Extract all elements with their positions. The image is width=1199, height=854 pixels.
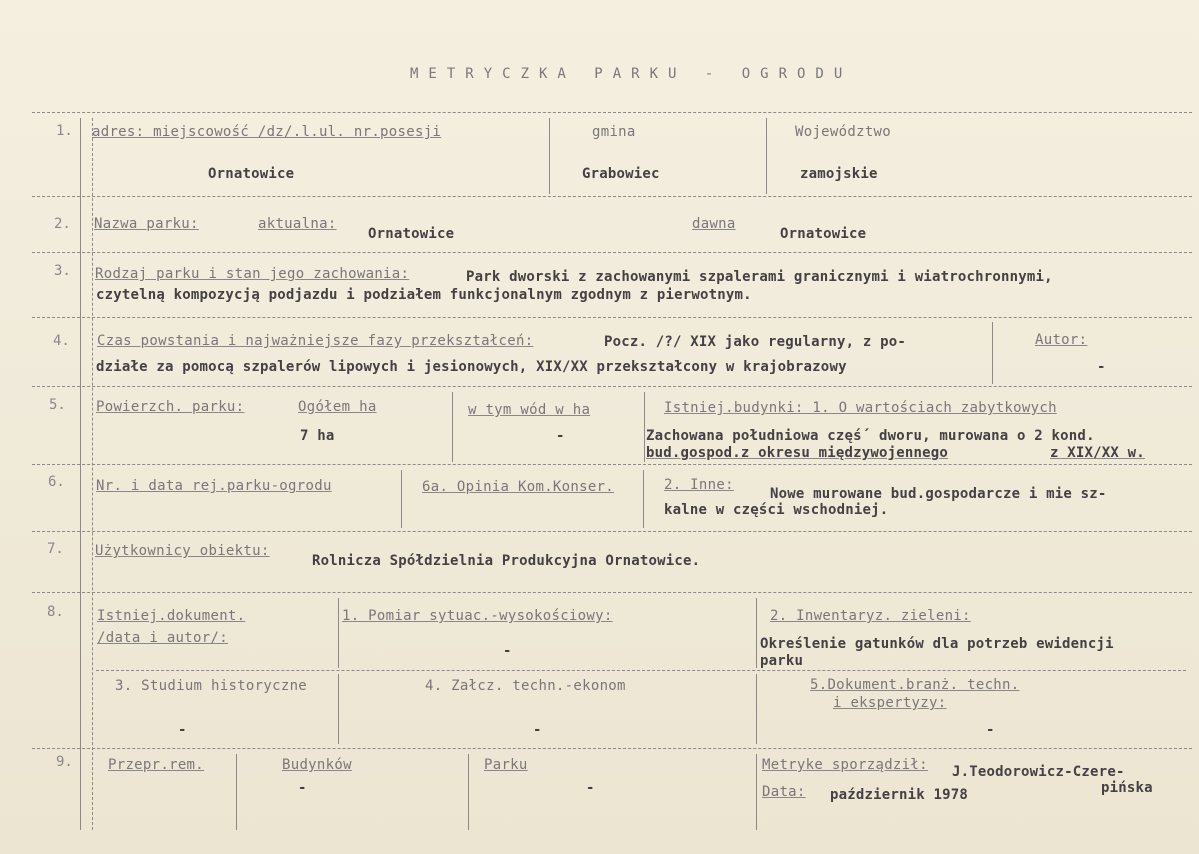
row-number: 8. — [47, 604, 64, 620]
row-separator — [96, 670, 1186, 671]
current-name-label: aktualna: — [258, 216, 337, 232]
prepared-by-label: Metryke sporządził: — [762, 757, 928, 773]
renovation-label: Przepr.rem. — [108, 757, 205, 773]
cell-divider — [401, 470, 402, 528]
users-label: Użytkownicy obiektu: — [95, 543, 270, 559]
conservator-opinion-label: 6a. Opinia Kom.Konser. — [422, 479, 615, 495]
total-area-label: Ogółem ha — [298, 399, 377, 415]
park-name-label: Nazwa parku: — [94, 216, 199, 232]
buildings-value-line2: bud.gospod.z okresu międzywojennego — [646, 445, 949, 461]
greenery-inventory-value-line2: parku — [760, 653, 804, 669]
row-number: 7. — [47, 541, 64, 557]
row-separator — [32, 531, 1192, 532]
row-separator — [32, 386, 1192, 387]
wojewodztwo-label: Województwo — [795, 124, 892, 140]
history-value-line2: działe za pomocą szpalerów lipowych i jesionowych, XIX/XX przekształcony w krajobrazowy — [96, 359, 847, 375]
expert-docs-label-sub: i ekspertyzy: — [833, 695, 947, 711]
other-value-line1: Nowe murowane bud.gospodarcze i mie sz- — [770, 486, 1107, 502]
documents-label-sub: /data i autor/: — [97, 630, 228, 646]
expert-docs-value: - — [986, 722, 995, 738]
cell-divider — [644, 392, 645, 462]
row-separator — [32, 464, 1192, 465]
buildings-label: Istniej.budynki: 1. O wartościach zabytkowych — [664, 400, 1057, 416]
row-separator — [32, 252, 1192, 253]
expert-docs-label: 5.Dokument.branż. techn. — [810, 677, 1020, 693]
historical-study-value: - — [178, 722, 187, 738]
row-number: 9. — [56, 754, 73, 770]
survey-label: 1. Pomiar sytuac.-wysokościowy: — [342, 608, 613, 624]
margin-line — [92, 118, 93, 830]
cell-divider — [549, 118, 550, 194]
total-area-value: 7 ha — [300, 428, 335, 444]
area-label: Powierzch. parku: — [96, 399, 245, 415]
document-title: METRYCZKA PARKU - OGRODU — [410, 66, 853, 82]
cell-divider — [236, 754, 237, 830]
cell-divider — [643, 470, 644, 528]
history-value-line1: Pocz. /?/ XIX jako regularny, z po- — [604, 334, 907, 350]
registry-label: Nr. i data rej.parku-ogrodu — [96, 478, 332, 494]
row-number: 1. — [56, 123, 73, 139]
date-value: październik 1978 — [830, 787, 969, 803]
prepared-by-value-line1: J.Teodorowicz-Czere- — [952, 764, 1125, 780]
buildings-value-line1: Zachowana południowa częś´ dworu, murowana o 2 kond. — [646, 428, 1095, 444]
date-label: Data: — [762, 784, 806, 800]
buildings-renovation-label: Budynków — [282, 757, 352, 773]
row-separator — [32, 112, 1192, 113]
users-value: Rolnicza Spółdzielnia Produkcyjna Ornatowice. — [312, 553, 701, 569]
documents-label: Istniej.dokument. — [97, 608, 246, 624]
gmina-value: Grabowiec — [582, 166, 660, 182]
former-name-label: dawna — [692, 216, 736, 232]
cell-divider — [338, 674, 339, 744]
cell-divider — [468, 754, 469, 830]
water-area-label: w tym wód w ha — [468, 402, 591, 418]
historical-study-label: 3. Studium historyczne — [115, 678, 308, 694]
survey-value: - — [503, 643, 512, 659]
prepared-by-value-line2: pińska — [1101, 780, 1153, 796]
greenery-inventory-label: 2. Inwentaryz. zieleni: — [770, 608, 971, 624]
buildings-renovation-value: - — [298, 780, 307, 796]
former-name-value: Ornatowice — [780, 226, 867, 242]
address-label: adres: miejscowość /dz/.l.ul. nr.posesji — [92, 124, 442, 140]
cell-divider — [756, 674, 757, 744]
row-number: 2. — [54, 216, 71, 232]
row-separator — [32, 748, 1192, 749]
cell-divider — [338, 598, 339, 668]
author-label: Autor: — [1035, 332, 1088, 348]
row-separator — [32, 317, 1192, 318]
gmina-label: gmina — [592, 124, 636, 140]
park-type-value-line1: Park dworski z zachowanymi szpalerami granicznymi i wiatrochronnymi, — [466, 269, 1053, 285]
park-renovation-value: - — [586, 780, 595, 796]
park-renovation-label: Parku — [484, 757, 528, 773]
other-label: 2. Inne: — [664, 477, 734, 493]
author-value: - — [1097, 359, 1106, 375]
cell-divider — [992, 322, 993, 384]
row-number: 4. — [53, 333, 70, 349]
tech-econ-label: 4. Załcz. techn.-ekonom — [425, 678, 626, 694]
row-number: 5. — [49, 397, 66, 413]
cell-divider — [766, 118, 767, 194]
address-value: Ornatowice — [208, 166, 295, 182]
row-separator — [32, 196, 1192, 197]
park-type-label: Rodzaj parku i stan jego zachowania: — [95, 266, 410, 282]
buildings-value-line3: z XIX/XX w. — [1050, 445, 1145, 461]
other-value-line2: kalne w części wschodniej. — [664, 502, 889, 518]
greenery-inventory-value-line1: Określenie gatunków dla potrzeb ewidencji — [760, 636, 1114, 652]
cell-divider — [756, 598, 757, 668]
park-type-value-line2: czytelną kompozycją podjazdu i podziałem funkcjonalnym zgodnym z pierwotnym. — [96, 287, 752, 303]
row-number: 3. — [54, 263, 71, 279]
margin-line — [80, 118, 81, 830]
row-separator — [32, 592, 1192, 593]
cell-divider — [452, 392, 453, 462]
cell-divider — [756, 754, 757, 830]
water-area-value: - — [556, 428, 565, 444]
row-number: 6. — [48, 474, 65, 490]
current-name-value: Ornatowice — [368, 226, 455, 242]
tech-econ-value: - — [533, 722, 542, 738]
wojewodztwo-value: zamojskie — [800, 166, 878, 182]
history-label: Czas powstania i najważniejsze fazy przekształceń: — [97, 333, 534, 349]
